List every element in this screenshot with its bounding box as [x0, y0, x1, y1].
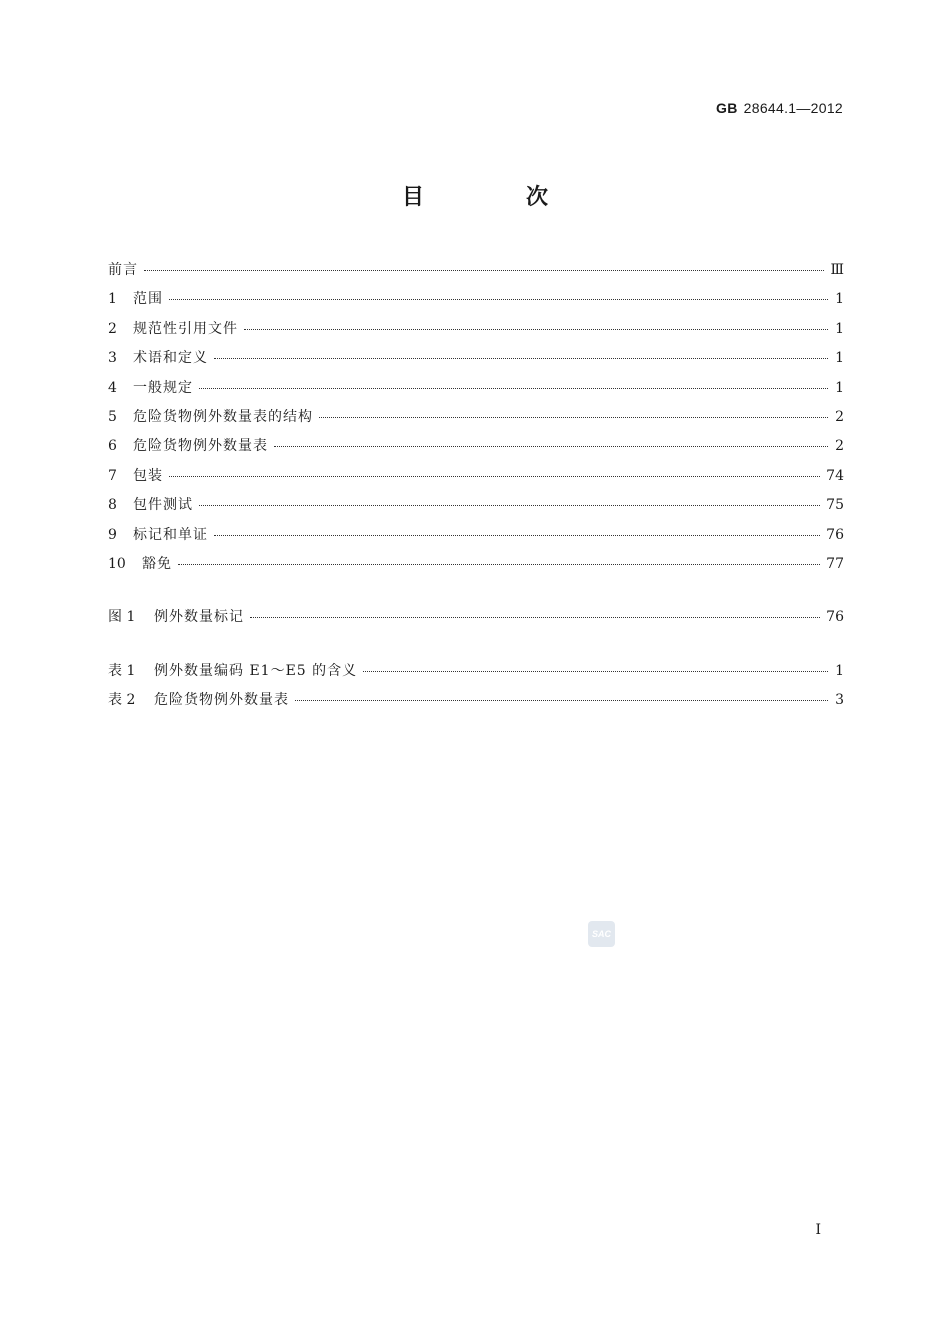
toc-entry-page: 1	[835, 662, 844, 679]
toc-entry-table-2[interactable]	[108, 689, 844, 718]
toc-entry-chapter-8[interactable]	[108, 494, 844, 523]
toc-entry-label: 包装	[133, 467, 163, 484]
dot-leader	[178, 554, 820, 568]
toc-entry-label: 豁免	[142, 555, 172, 572]
toc-entry-chapter-7[interactable]	[108, 465, 844, 494]
toc-entry-page: 2	[835, 408, 844, 425]
toc-entry-number: 8	[108, 497, 117, 514]
toc-entry-label: 标记和单证	[133, 526, 208, 543]
toc-entry-figure-1[interactable]	[108, 606, 844, 635]
dot-leader	[363, 661, 828, 675]
toc-entry-page: 76	[826, 609, 844, 626]
toc-entry-chapter-4[interactable]	[108, 377, 844, 406]
dot-leader	[250, 607, 820, 621]
toc-entry-label: 例外数量标记	[154, 609, 244, 626]
toc-entry-label: 危险货物例外数量表	[154, 692, 289, 709]
toc-entry-number: 2	[108, 320, 117, 337]
toc-entry-table-1[interactable]	[108, 660, 844, 689]
toc-entry-page: 1	[835, 320, 844, 337]
toc-entry-label: 危险货物例外数量表的结构	[133, 408, 313, 425]
toc-entry-label: 规范性引用文件	[133, 320, 238, 337]
toc-entry-label: 前言	[108, 262, 138, 278]
dot-leader	[144, 260, 824, 274]
toc-entry-chapter-9[interactable]	[108, 524, 844, 553]
toc-entry-number: 表 1	[108, 662, 136, 679]
toc-entry-label: 一般规定	[133, 379, 193, 396]
dot-leader	[274, 436, 828, 450]
dot-leader	[319, 407, 828, 421]
toc-entry-page: 1	[835, 291, 844, 308]
toc-entry-page: 3	[835, 692, 844, 709]
toc-entry-chapter-3[interactable]	[108, 347, 844, 376]
toc-entry-chapter-6[interactable]	[108, 435, 844, 464]
toc-entry-page: 74	[826, 467, 844, 484]
toc-entry-label: 包件测试	[133, 497, 193, 514]
table-of-contents	[108, 259, 844, 718]
toc-entry-chapter-1[interactable]	[108, 288, 844, 317]
toc-entry-number: 3	[108, 350, 117, 367]
toc-entry-number: 1	[108, 291, 117, 308]
toc-entry-page: 2	[835, 438, 844, 455]
dot-leader	[244, 319, 828, 333]
toc-entry-number: 表 2	[108, 692, 136, 709]
dot-leader	[214, 348, 828, 362]
toc-entry-chapter-5[interactable]	[108, 406, 844, 435]
standard-prefix: GB	[716, 100, 738, 116]
standard-number: 28644.1—2012	[743, 100, 843, 116]
toc-entry-number: 5	[108, 408, 117, 425]
toc-entry-chapter-10[interactable]	[108, 553, 844, 582]
toc-entry-number: 7	[108, 467, 117, 484]
toc-entry-number: 图 1	[108, 609, 136, 626]
dot-leader	[169, 289, 828, 303]
toc-entry-page: 1	[835, 379, 844, 396]
dot-leader	[199, 378, 828, 392]
toc-entry-label: 范围	[133, 291, 163, 308]
dot-leader	[169, 466, 820, 480]
toc-entry-label: 例外数量编码 E1～E5 的含义	[154, 662, 358, 679]
toc-entry-number: 10	[108, 555, 126, 572]
toc-entry-number: 9	[108, 526, 117, 543]
sac-watermark-logo: SAC	[588, 921, 615, 947]
toc-entry-label: 术语和定义	[133, 350, 208, 367]
toc-entry-page: 1	[835, 350, 844, 367]
toc-entry-chapter-2[interactable]	[108, 318, 844, 347]
toc-entry-preface[interactable]	[108, 259, 844, 288]
dot-leader	[199, 495, 820, 509]
dot-leader	[295, 690, 828, 704]
toc-entry-number: 4	[108, 379, 117, 396]
toc-entry-page: Ⅲ	[830, 262, 844, 278]
toc-entry-label: 危险货物例外数量表	[133, 438, 268, 455]
page-title: 目 次	[401, 185, 588, 210]
dot-leader	[214, 525, 820, 539]
toc-entry-page: 77	[826, 555, 844, 572]
page-number: I	[815, 1222, 821, 1238]
standard-code	[716, 100, 843, 116]
toc-entry-page: 75	[826, 497, 844, 514]
toc-entry-number: 6	[108, 438, 117, 455]
toc-entry-page: 76	[826, 526, 844, 543]
